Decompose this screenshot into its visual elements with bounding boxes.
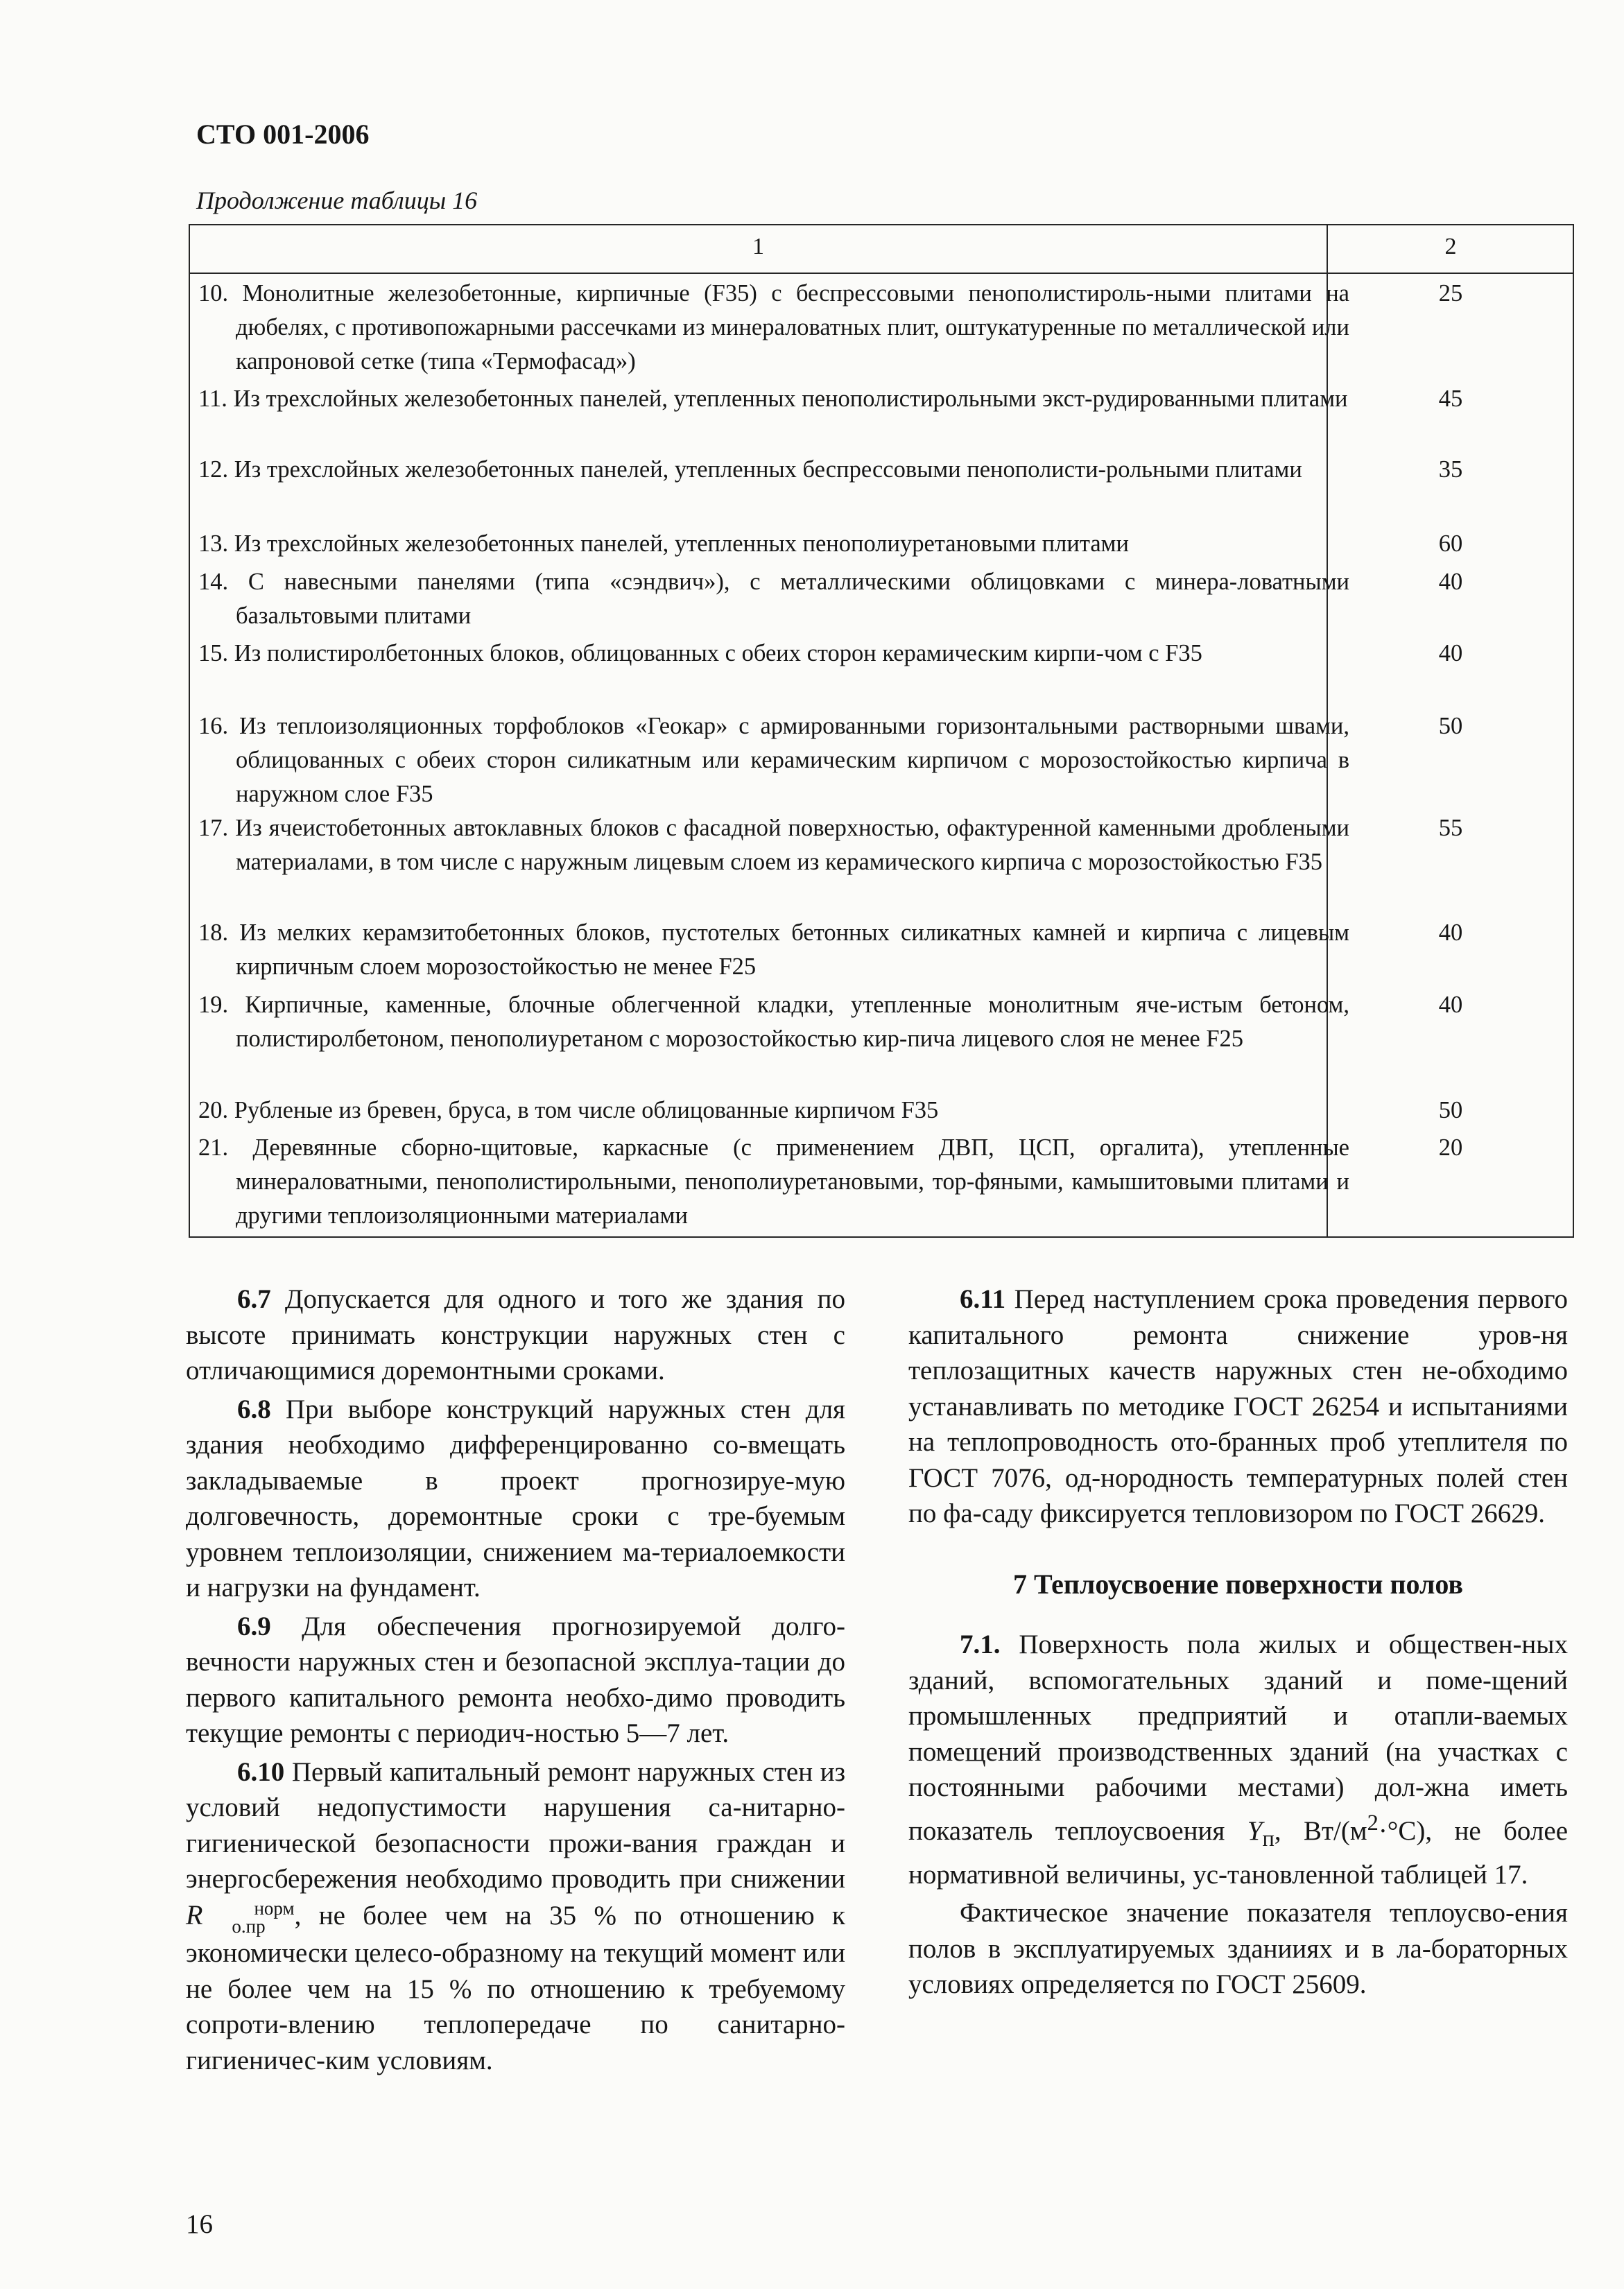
table-header-col-2: 2	[1444, 234, 1457, 259]
table-row-text: 13. Из трехслойных железобетонных панелей, утепленных пенополиуретановыми плитами	[198, 530, 1129, 557]
resistance-formula	[186, 1898, 295, 1937]
paragraph-text: При выборе конструкций наружных стен для здания необходимо дифференцированно со-вмещать закладываемые в проект прогнозируе-мую долговечность, доремонтные сроки с тре-буемым уровнем теплоизоляции, снижением ма-териалоемкости и нагрузки на фундамент.	[186, 1394, 845, 1603]
formula-subscript: о.пр	[232, 1916, 266, 1937]
paragraph-text: Перед наступлением срока проведения первого капитального ремонта снижение уров-ня теплозащитных качеств наружных стен не-обходимо устанавливать по методике ГОСТ 26254 и испытаниями на теплопроводность ото-бранных проб утеплителя по ГОСТ 7076, од-нородность температурных полей стен по фа-саду фиксируется тепловизором по ГОСТ 26629.	[908, 1284, 1568, 1528]
table-row-value: 40	[1438, 919, 1463, 946]
paragraph-text: Для обеспечения прогнозируемой долго-вечности наружных стен и безопасной эксплуа-тации до первого капитального ремонта необхо-димо проводить текущие ремонты с периодич-ностью 5—7 лет.	[186, 1611, 845, 1748]
units-superscript: 2	[1367, 1810, 1379, 1835]
table-row-text: 16. Из теплоизоляционных торфоблоков «Геокар» с армированными горизонтальными растворными швами, облицованных с обеих сторон силикатным или керамическим кирпичом с морозостойкостью кирпича в наружном слое F35	[198, 713, 1349, 807]
right-text-column	[908, 1281, 1568, 2005]
table-row-value: 40	[1438, 569, 1463, 595]
clause-number: 7.1.	[960, 1630, 1001, 1659]
table-row-value: 55	[1438, 815, 1463, 841]
table-16-continued	[189, 224, 1574, 1238]
clause-number: 6.9	[237, 1611, 271, 1641]
table-row-value: 60	[1438, 530, 1463, 557]
table-row-text: 10. Монолитные железобетонные, кирпичные (F35) с беспрессовыми пенополистироль-ными плитами на дюбелях, с противопожарными рассечками из минераловатных плит, оштукатуренные по металлической или капроновой сетке (типа «Термофасад»)	[198, 280, 1349, 374]
paragraph-6-10	[186, 1754, 845, 2079]
paragraph-text: Допускается для одного и того же здания по высоте принимать конструкции наружных стен с отличающимися доремонтными сроками.	[186, 1284, 845, 1385]
clause-number: 6.11	[960, 1284, 1006, 1314]
table-row-text: 11. Из трехслойных железобетонных панелей, утепленных пенополистирольными экст-рудированными плитами	[198, 386, 1348, 412]
paragraph-text: Поверхность пола жилых и обществен-ных зданий, вспомогательных зданий и поме-щений промышленных предприятий и отапли-ваемых помещений производственных зданий (на участках с постоянными рабочими местами) дол-жна иметь показатель теплоусвоения	[908, 1630, 1568, 1846]
table-header-col-1: 1	[752, 234, 764, 259]
table-row-value: 25	[1438, 280, 1463, 306]
clause-number: 6.7	[237, 1284, 271, 1314]
clause-number: 6.10	[237, 1756, 285, 1787]
clause-number: 6.8	[237, 1394, 271, 1424]
paragraph-6-8	[186, 1392, 845, 1606]
paragraph-text: Первый капитальный ремонт наружных стен из условий недопустимости нарушения са-нитарно-гигиенической безопасности прожи-вания граждан и энергосбережения необходимо проводить при снижении	[186, 1756, 845, 1894]
table-row-value: 50	[1438, 713, 1463, 739]
table-row-value: 35	[1438, 456, 1463, 483]
paragraph-7-2: Фактическое значение показателя теплоусво-ения полов в эксплуатируемых зданииях и в ла-бораторных условиях определяется по ГОСТ 25609.	[908, 1898, 1568, 2000]
document-code: СТО 001-2006	[196, 119, 370, 150]
table-row-value: 40	[1438, 992, 1463, 1018]
table-row-text: 18. Из мелких керамзитобетонных блоков, пустотелых бетонных силикатных камней и кирпича с лицевым кирпичным слоем морозостойкостью не менее F25	[198, 919, 1349, 980]
paragraph-text: , не более чем на 35 % по отношению к экономически целесо-образному на текущий момент или не более чем на 15 % по отношению к требуемому сопроти-влению теплопередаче по санитарно-гигиеничес-ким условиям.	[186, 1900, 845, 2075]
table-header-rule	[190, 273, 1573, 274]
paragraph-6-7	[186, 1281, 845, 1389]
table-row-text: 15. Из полистиролбетонных блоков, облицованных с обеих сторон керамическим кирпи-чом с F35	[198, 640, 1202, 666]
table-row-value: 50	[1438, 1097, 1463, 1123]
table-row-value: 45	[1438, 386, 1463, 412]
section-7-title: 7 Теплоусвоение поверхности полов	[1012, 1568, 1464, 1600]
formula-subscript: п	[1262, 1826, 1275, 1851]
paragraph-text: ·°С), не более нормативной величины, ус-тановленной таблицей 17.	[908, 1815, 1569, 1890]
table-caption: Продолжение таблицы 16	[196, 187, 478, 214]
units-text: , Вт/(м	[1274, 1815, 1367, 1846]
table-row-text: 17. Из ячеистобетонных автоклавных блоков с фасадной поверхностью, офактуренной каменными дроблеными материалами, в том числе с наружным лицевым слоем из керамического кирпича с морозостойкостью F35	[198, 815, 1349, 875]
table-row-text: 20. Рубленые из бревен, бруса, в том числе облицованные кирпичом F35	[198, 1097, 939, 1123]
paragraph-6-9	[186, 1609, 845, 1752]
table-row-value: 40	[1438, 640, 1463, 666]
table-row-text: 14. С навесными панелями (типа «сэндвич»), с металлическими облицовками с минера-ловатными базальтовыми плитами	[198, 569, 1349, 629]
page-number: 16	[186, 2209, 213, 2239]
table-row-text: 12. Из трехслойных железобетонных панелей, утепленных беспрессовыми пенополисти-рольными плитами	[198, 456, 1302, 483]
table-row-text: 19. Кирпичные, каменные, блочные облегченной кладки, утепленные монолитным яче-истым бетоном, полистиролбетоном, пенополиуретаном с морозостойкостью кир-пича лицевого слоя не менее F25	[198, 992, 1349, 1052]
table-row-value: 20	[1438, 1134, 1463, 1161]
left-text-column	[186, 1281, 845, 2081]
formula-symbol: Y	[1247, 1815, 1263, 1846]
table-row-text: 21. Деревянные сборно-щитовые, каркасные (с применением ДВП, ЦСП, оргалита), утепленные минераловатными, пенополистирольными, пенополиуретановыми, тор-фяными, камышитовыми плитами и другими теплоизоляционными материалами	[198, 1134, 1349, 1229]
formula-superscript: норм	[254, 1898, 295, 1919]
formula-symbol: R	[186, 1899, 203, 1930]
paragraph-6-11	[908, 1281, 1568, 1532]
paragraph-7-1	[908, 1627, 1568, 1892]
